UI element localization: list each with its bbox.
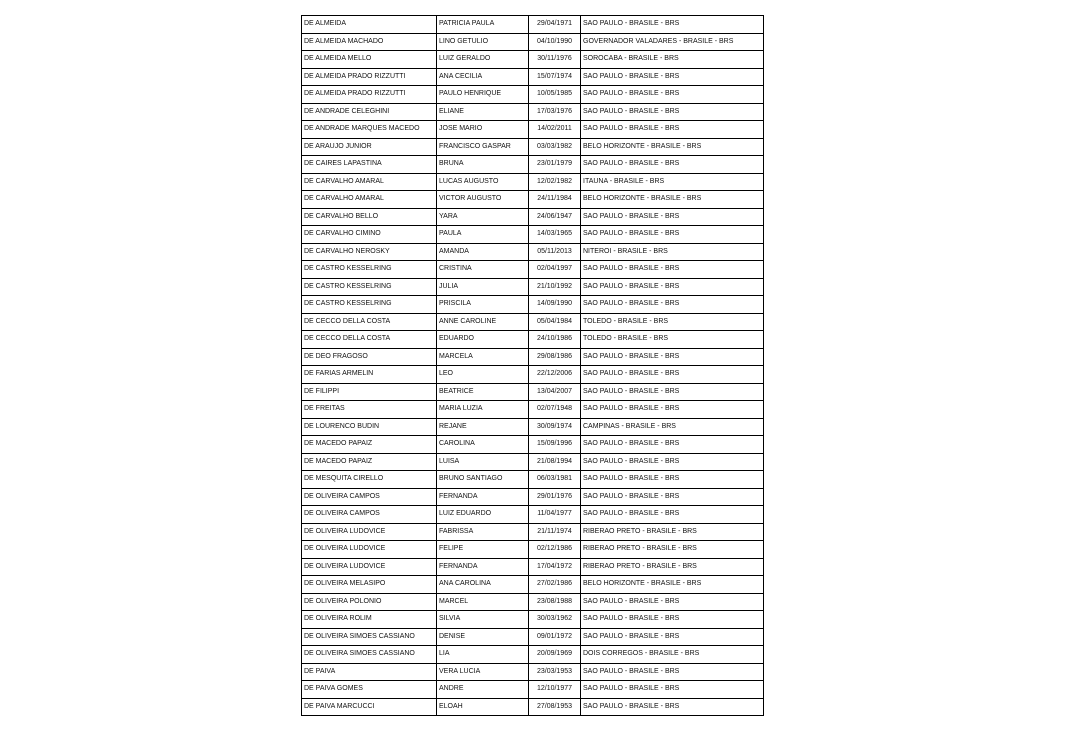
birth-date-cell: 17/03/1976 xyxy=(529,103,581,121)
table-row xyxy=(302,121,764,139)
table-row xyxy=(302,453,764,471)
birthplace-cell: SAO PAULO - BRASILE - BRS xyxy=(581,208,764,226)
birthplace-cell: SAO PAULO - BRASILE - BRS xyxy=(581,436,764,454)
birth-date-cell: 27/02/1986 xyxy=(529,576,581,594)
birth-date-cell: 20/09/1969 xyxy=(529,646,581,664)
birthplace-cell: SAO PAULO - BRASILE - BRS xyxy=(581,681,764,699)
birth-date-cell: 22/12/2006 xyxy=(529,366,581,384)
given-name-cell: MARCELA xyxy=(437,348,529,366)
birth-date-cell: 27/08/1953 xyxy=(529,698,581,716)
given-name-cell: VERA LUCIA xyxy=(437,663,529,681)
birth-date-cell: 09/01/1972 xyxy=(529,628,581,646)
given-name-cell: ELOAH xyxy=(437,698,529,716)
birth-date-cell: 23/03/1953 xyxy=(529,663,581,681)
surname-cell: DE CASTRO KESSELRING xyxy=(302,261,437,279)
birthplace-cell: SAO PAULO - BRASILE - BRS xyxy=(581,226,764,244)
table-row xyxy=(302,593,764,611)
table-row xyxy=(302,173,764,191)
given-name-cell: LUCAS AUGUSTO xyxy=(437,173,529,191)
surname-cell: DE FREITAS xyxy=(302,401,437,419)
surname-cell: DE FILIPPI xyxy=(302,383,437,401)
given-name-cell: PAULA xyxy=(437,226,529,244)
surname-cell: DE CECCO DELLA COSTA xyxy=(302,313,437,331)
given-name-cell: CRISTINA xyxy=(437,261,529,279)
surname-cell: DE MESQUITA CIRELLO xyxy=(302,471,437,489)
birth-date-cell: 21/11/1974 xyxy=(529,523,581,541)
table-row xyxy=(302,366,764,384)
table-row xyxy=(302,103,764,121)
birth-date-cell: 30/09/1974 xyxy=(529,418,581,436)
table-row xyxy=(302,611,764,629)
given-name-cell: VICTOR AUGUSTO xyxy=(437,191,529,209)
birthplace-cell: SAO PAULO - BRASILE - BRS xyxy=(581,156,764,174)
surname-cell: DE LOURENCO BUDIN xyxy=(302,418,437,436)
table-row xyxy=(302,243,764,261)
birth-date-cell: 21/08/1994 xyxy=(529,453,581,471)
given-name-cell: LIA xyxy=(437,646,529,664)
table-row xyxy=(302,681,764,699)
surname-cell: DE ANDRADE MARQUES MACEDO xyxy=(302,121,437,139)
table-row xyxy=(302,541,764,559)
birthplace-cell: SOROCABA - BRASILE - BRS xyxy=(581,51,764,69)
birthplace-cell: SAO PAULO - BRASILE - BRS xyxy=(581,68,764,86)
birthplace-cell: SAO PAULO - BRASILE - BRS xyxy=(581,366,764,384)
surname-cell: DE PAIVA GOMES xyxy=(302,681,437,699)
surname-cell: DE MACEDO PAPAIZ xyxy=(302,453,437,471)
given-name-cell: JOSE MARIO xyxy=(437,121,529,139)
birthplace-cell: NITEROI - BRASILE - BRS xyxy=(581,243,764,261)
records-table xyxy=(301,15,764,716)
birth-date-cell: 03/03/1982 xyxy=(529,138,581,156)
birthplace-cell: SAO PAULO - BRASILE - BRS xyxy=(581,698,764,716)
birth-date-cell: 15/09/1996 xyxy=(529,436,581,454)
birth-date-cell: 06/03/1981 xyxy=(529,471,581,489)
given-name-cell: PATRICIA PAULA xyxy=(437,16,529,34)
surname-cell: DE CASTRO KESSELRING xyxy=(302,296,437,314)
surname-cell: DE OLIVEIRA LUDOVICE xyxy=(302,558,437,576)
birthplace-cell: SAO PAULO - BRASILE - BRS xyxy=(581,348,764,366)
birthplace-cell: TOLEDO - BRASILE - BRS xyxy=(581,313,764,331)
given-name-cell: SILVIA xyxy=(437,611,529,629)
table-row xyxy=(302,663,764,681)
surname-cell: DE ALMEIDA xyxy=(302,16,437,34)
birth-date-cell: 24/10/1986 xyxy=(529,331,581,349)
table-row xyxy=(302,313,764,331)
table-row xyxy=(302,628,764,646)
given-name-cell: ANDRE xyxy=(437,681,529,699)
birthplace-cell: SAO PAULO - BRASILE - BRS xyxy=(581,383,764,401)
birth-date-cell: 14/09/1990 xyxy=(529,296,581,314)
birth-date-cell: 29/04/1971 xyxy=(529,16,581,34)
table-row xyxy=(302,506,764,524)
surname-cell: DE CARVALHO NEROSKY xyxy=(302,243,437,261)
given-name-cell: REJANE xyxy=(437,418,529,436)
given-name-cell: BRUNO SANTIAGO xyxy=(437,471,529,489)
birthplace-cell: SAO PAULO - BRASILE - BRS xyxy=(581,261,764,279)
surname-cell: DE CECCO DELLA COSTA xyxy=(302,331,437,349)
surname-cell: DE DEO FRAGOSO xyxy=(302,348,437,366)
table-row xyxy=(302,646,764,664)
given-name-cell: FERNANDA xyxy=(437,488,529,506)
birth-date-cell: 30/03/1962 xyxy=(529,611,581,629)
surname-cell: DE PAIVA xyxy=(302,663,437,681)
birthplace-cell: SAO PAULO - BRASILE - BRS xyxy=(581,16,764,34)
surname-cell: DE OLIVEIRA MELASIPO xyxy=(302,576,437,594)
given-name-cell: BEATRICE xyxy=(437,383,529,401)
birth-date-cell: 12/02/1982 xyxy=(529,173,581,191)
table-row xyxy=(302,488,764,506)
table-row xyxy=(302,208,764,226)
table-row xyxy=(302,278,764,296)
birth-date-cell: 21/10/1992 xyxy=(529,278,581,296)
given-name-cell: BRUNA xyxy=(437,156,529,174)
given-name-cell: ANA CAROLINA xyxy=(437,576,529,594)
surname-cell: DE OLIVEIRA LUDOVICE xyxy=(302,523,437,541)
birthplace-cell: DOIS CORREGOS - BRASILE - BRS xyxy=(581,646,764,664)
birth-date-cell: 04/10/1990 xyxy=(529,33,581,51)
given-name-cell: EDUARDO xyxy=(437,331,529,349)
given-name-cell: AMANDA xyxy=(437,243,529,261)
given-name-cell: FRANCISCO GASPAR xyxy=(437,138,529,156)
birth-date-cell: 17/04/1972 xyxy=(529,558,581,576)
birthplace-cell: SAO PAULO - BRASILE - BRS xyxy=(581,278,764,296)
table-row xyxy=(302,226,764,244)
birth-date-cell: 10/05/1985 xyxy=(529,86,581,104)
given-name-cell: JULIA xyxy=(437,278,529,296)
birthplace-cell: SAO PAULO - BRASILE - BRS xyxy=(581,488,764,506)
birthplace-cell: SAO PAULO - BRASILE - BRS xyxy=(581,663,764,681)
birth-date-cell: 02/04/1997 xyxy=(529,261,581,279)
surname-cell: DE OLIVEIRA SIMOES CASSIANO xyxy=(302,646,437,664)
birth-date-cell: 24/11/1984 xyxy=(529,191,581,209)
surname-cell: DE ANDRADE CELEGHINI xyxy=(302,103,437,121)
table-row xyxy=(302,296,764,314)
table-row xyxy=(302,261,764,279)
surname-cell: DE FARIAS ARMELIN xyxy=(302,366,437,384)
records-table-body xyxy=(302,16,764,716)
birth-date-cell: 14/02/2011 xyxy=(529,121,581,139)
surname-cell: DE CASTRO KESSELRING xyxy=(302,278,437,296)
given-name-cell: FABRISSA xyxy=(437,523,529,541)
surname-cell: DE OLIVEIRA CAMPOS xyxy=(302,506,437,524)
table-row xyxy=(302,86,764,104)
birthplace-cell: SAO PAULO - BRASILE - BRS xyxy=(581,453,764,471)
birth-date-cell: 05/11/2013 xyxy=(529,243,581,261)
surname-cell: DE ALMEIDA PRADO RIZZUTTI xyxy=(302,86,437,104)
table-row xyxy=(302,698,764,716)
table-row xyxy=(302,436,764,454)
birthplace-cell: SAO PAULO - BRASILE - BRS xyxy=(581,611,764,629)
surname-cell: DE CAIRES LAPASTINA xyxy=(302,156,437,174)
surname-cell: DE ALMEIDA MELLO xyxy=(302,51,437,69)
birthplace-cell: SAO PAULO - BRASILE - BRS xyxy=(581,86,764,104)
birth-date-cell: 05/04/1984 xyxy=(529,313,581,331)
birth-date-cell: 29/01/1976 xyxy=(529,488,581,506)
surname-cell: DE OLIVEIRA SIMOES CASSIANO xyxy=(302,628,437,646)
surname-cell: DE MACEDO PAPAIZ xyxy=(302,436,437,454)
surname-cell: DE ALMEIDA MACHADO xyxy=(302,33,437,51)
given-name-cell: LUIZ GERALDO xyxy=(437,51,529,69)
table-row xyxy=(302,33,764,51)
given-name-cell: DENISE xyxy=(437,628,529,646)
birthplace-cell: TOLEDO - BRASILE - BRS xyxy=(581,331,764,349)
birthplace-cell: SAO PAULO - BRASILE - BRS xyxy=(581,296,764,314)
table-row xyxy=(302,331,764,349)
given-name-cell: LEO xyxy=(437,366,529,384)
surname-cell: DE PAIVA MARCUCCI xyxy=(302,698,437,716)
birthplace-cell: SAO PAULO - BRASILE - BRS xyxy=(581,628,764,646)
birthplace-cell: RIBERAO PRETO - BRASILE - BRS xyxy=(581,523,764,541)
birth-date-cell: 12/10/1977 xyxy=(529,681,581,699)
surname-cell: DE CARVALHO AMARAL xyxy=(302,191,437,209)
birthplace-cell: ITAUNA - BRASILE - BRS xyxy=(581,173,764,191)
given-name-cell: LUIZ EDUARDO xyxy=(437,506,529,524)
table-row xyxy=(302,156,764,174)
birth-date-cell: 30/11/1976 xyxy=(529,51,581,69)
birthplace-cell: BELO HORIZONTE - BRASILE - BRS xyxy=(581,138,764,156)
birth-date-cell: 14/03/1965 xyxy=(529,226,581,244)
birth-date-cell: 23/01/1979 xyxy=(529,156,581,174)
given-name-cell: CAROLINA xyxy=(437,436,529,454)
table-row xyxy=(302,348,764,366)
given-name-cell: YARA xyxy=(437,208,529,226)
table-row xyxy=(302,16,764,34)
given-name-cell: ELIANE xyxy=(437,103,529,121)
surname-cell: DE OLIVEIRA ROLIM xyxy=(302,611,437,629)
table-row xyxy=(302,558,764,576)
surname-cell: DE ARAUJO JUNIOR xyxy=(302,138,437,156)
birth-date-cell: 02/07/1948 xyxy=(529,401,581,419)
given-name-cell: PAULO HENRIQUE xyxy=(437,86,529,104)
birth-date-cell: 24/06/1947 xyxy=(529,208,581,226)
birthplace-cell: CAMPINAS - BRASILE - BRS xyxy=(581,418,764,436)
birthplace-cell: GOVERNADOR VALADARES - BRASILE - BRS xyxy=(581,33,764,51)
birth-date-cell: 15/07/1974 xyxy=(529,68,581,86)
table-row xyxy=(302,418,764,436)
birthplace-cell: RIBERAO PRETO - BRASILE - BRS xyxy=(581,541,764,559)
table-row xyxy=(302,51,764,69)
surname-cell: DE CARVALHO AMARAL xyxy=(302,173,437,191)
surname-cell: DE OLIVEIRA LUDOVICE xyxy=(302,541,437,559)
birthplace-cell: SAO PAULO - BRASILE - BRS xyxy=(581,401,764,419)
birthplace-cell: SAO PAULO - BRASILE - BRS xyxy=(581,471,764,489)
table-row xyxy=(302,576,764,594)
table-row xyxy=(302,383,764,401)
birth-date-cell: 11/04/1977 xyxy=(529,506,581,524)
table-row xyxy=(302,523,764,541)
given-name-cell: FELIPE xyxy=(437,541,529,559)
surname-cell: DE OLIVEIRA CAMPOS xyxy=(302,488,437,506)
birth-date-cell: 02/12/1986 xyxy=(529,541,581,559)
birth-date-cell: 13/04/2007 xyxy=(529,383,581,401)
given-name-cell: PRISCILA xyxy=(437,296,529,314)
birthplace-cell: SAO PAULO - BRASILE - BRS xyxy=(581,506,764,524)
surname-cell: DE OLIVEIRA POLONIO xyxy=(302,593,437,611)
given-name-cell: FERNANDA xyxy=(437,558,529,576)
given-name-cell: MARCEL xyxy=(437,593,529,611)
birthplace-cell: BELO HORIZONTE - BRASILE - BRS xyxy=(581,191,764,209)
birthplace-cell: SAO PAULO - BRASILE - BRS xyxy=(581,593,764,611)
given-name-cell: ANNE CAROLINE xyxy=(437,313,529,331)
surname-cell: DE CARVALHO BELLO xyxy=(302,208,437,226)
table-row xyxy=(302,191,764,209)
given-name-cell: MARIA LUZIA xyxy=(437,401,529,419)
birthplace-cell: SAO PAULO - BRASILE - BRS xyxy=(581,103,764,121)
table-row xyxy=(302,68,764,86)
given-name-cell: LINO GETULIO xyxy=(437,33,529,51)
birthplace-cell: RIBERAO PRETO - BRASILE - BRS xyxy=(581,558,764,576)
birth-date-cell: 29/08/1986 xyxy=(529,348,581,366)
table-row xyxy=(302,138,764,156)
given-name-cell: ANA CECILIA xyxy=(437,68,529,86)
birth-date-cell: 23/08/1988 xyxy=(529,593,581,611)
birthplace-cell: BELO HORIZONTE - BRASILE - BRS xyxy=(581,576,764,594)
surname-cell: DE ALMEIDA PRADO RIZZUTTI xyxy=(302,68,437,86)
given-name-cell: LUISA xyxy=(437,453,529,471)
surname-cell: DE CARVALHO CIMINO xyxy=(302,226,437,244)
table-row xyxy=(302,401,764,419)
birthplace-cell: SAO PAULO - BRASILE - BRS xyxy=(581,121,764,139)
table-row xyxy=(302,471,764,489)
